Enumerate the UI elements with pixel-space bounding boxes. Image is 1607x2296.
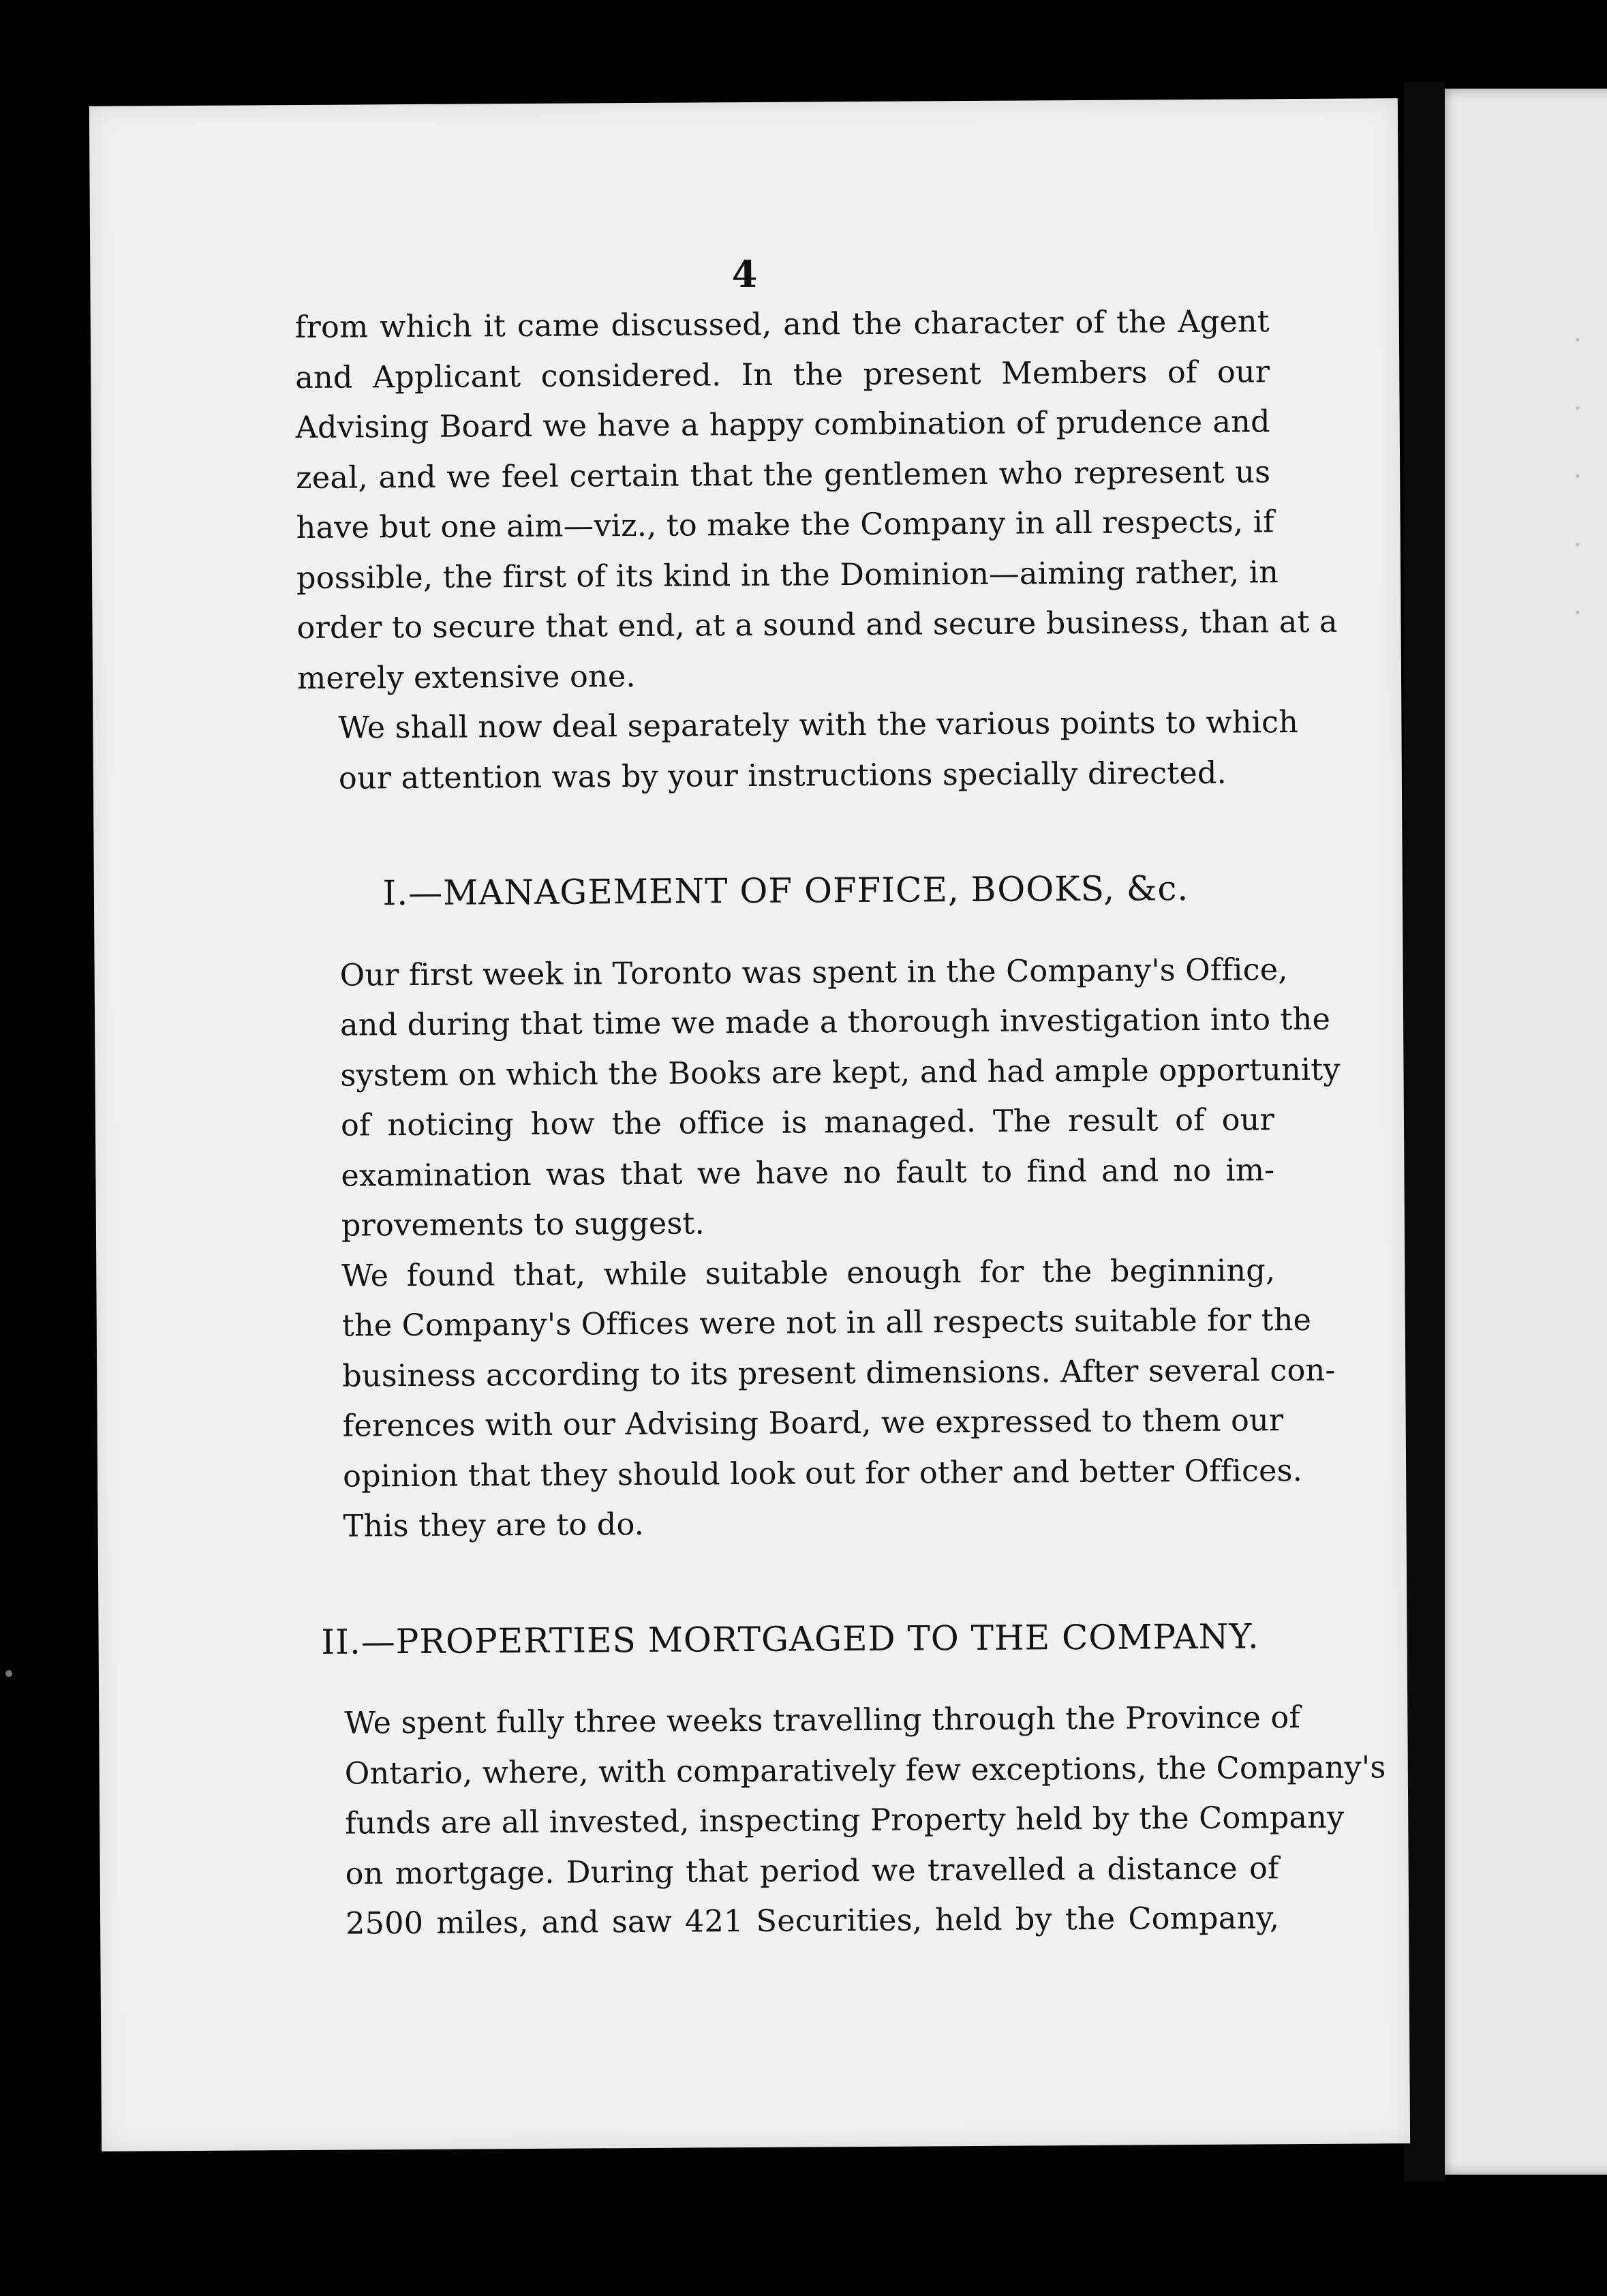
text-line: possible, the first of its kind in the Dominion—aiming rather, in <box>296 554 1279 596</box>
text-line: 2500 miles, and saw 421 Securities, held by the Company, <box>345 1901 1280 1942</box>
text-line: the Company's Offices were not in all respects suitable for the <box>341 1302 1312 1344</box>
text-line: order to secure that end, at a sound and secure business, than at a <box>296 604 1338 646</box>
text-line: on mortgage. During that period we travelled a distance of <box>345 1850 1279 1892</box>
text-line: zeal, and we feel certain that the gentlemen who represent us <box>296 454 1271 496</box>
text-line: Advising Board we have a happy combination of prudence and <box>295 404 1270 446</box>
text-line: business according to its present dimensions. After several con- <box>342 1353 1336 1394</box>
bleed-through-marks: · · · · · <box>1574 329 1581 625</box>
text-line: We found that, while suitable enough for the beginning, <box>341 1252 1276 1294</box>
paragraph-intro-continuation <box>294 297 1338 704</box>
text-line: examination was that we have no fault to find and no im- <box>341 1152 1275 1194</box>
paragraph-first-week <box>299 945 1341 1252</box>
text-line: Our first week in Toronto was spent in the Company's Office, <box>339 952 1288 993</box>
text-line: ferences with our Advising Board, we expressed to them our <box>342 1403 1284 1444</box>
text-line: system on which the Books are kept, and had ample opportunity <box>340 1052 1341 1093</box>
paragraph-travel <box>303 1693 1386 1949</box>
text-line: Ontario, where, with comparatively few exceptions, the Company's <box>344 1749 1386 1792</box>
text-line: opinion that they should look out for other and better Offices. <box>342 1453 1303 1494</box>
text-line: from which it came discussed, and the character of the Agent <box>294 304 1270 346</box>
text-line: funds are all invested, inspecting Property held by the Company <box>345 1800 1345 1841</box>
paragraph-points <box>297 697 1299 804</box>
section-heading-properties: II.—PROPERTIES MORTGAGED TO THE COMPANY. <box>321 1616 1260 1662</box>
text-line: of noticing how the office is managed. The result of our <box>340 1102 1275 1143</box>
binding-gutter <box>1404 82 1445 2181</box>
text-line: and during that time we made a thorough investigation into the <box>339 1001 1331 1043</box>
page-number: 4 <box>731 252 758 297</box>
page-sheet <box>89 98 1410 2151</box>
facing-page-edge <box>1438 89 1607 2175</box>
text-line: provements to suggest. <box>341 1206 705 1243</box>
section-heading-management: I.—MANAGEMENT OF OFFICE, BOOKS, &c. <box>382 868 1189 913</box>
page-body <box>294 297 1386 1949</box>
text-line: We shall now deal separately with the various points to which <box>338 705 1299 746</box>
text-line: have but one aim—viz., to make the Company in all respects, if <box>296 504 1274 546</box>
paragraph-offices <box>301 1245 1336 1552</box>
text-line: and Applicant considered. In the present Members of our <box>295 354 1270 395</box>
text-line: This they are to do. <box>343 1507 645 1544</box>
text-line: merely extensive one. <box>296 659 636 696</box>
text-line: We spent fully three weeks travelling through the Province of <box>344 1700 1301 1741</box>
text-line: our attention was by your instructions specially directed. <box>338 755 1227 796</box>
scan-speck <box>5 1670 12 1677</box>
